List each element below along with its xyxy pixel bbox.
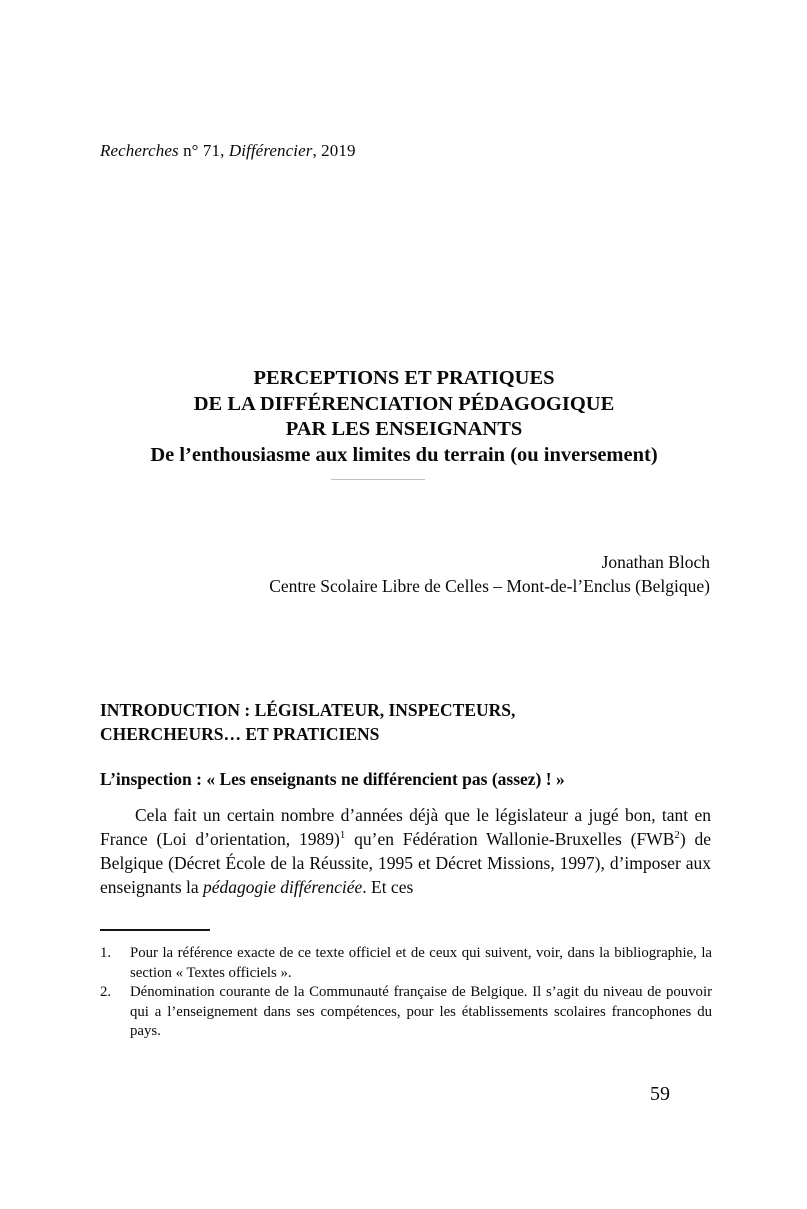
author-affiliation: Centre Scolaire Libre de Celles – Mont-de-l’Enclus (Belgique) <box>269 575 710 596</box>
footnote-reference-2: 2 <box>674 829 680 842</box>
title-subtitle: De l’enthousiasme aux limites du terrain (ou inversement) <box>150 443 658 466</box>
scan-artifact-line <box>331 479 425 480</box>
footnote-separator-rule <box>100 929 210 931</box>
paragraph-text: Cela fait un certain nombre d’années déjà que le législateur a jugé bon, tant en France (Loi d’orientation, 1989) <box>100 805 711 849</box>
footnote-item <box>100 983 712 1042</box>
footnotes-list <box>100 944 712 1042</box>
author-name: Jonathan Bloch <box>601 552 710 572</box>
footnote-number: 1. <box>100 945 112 961</box>
paragraph-text: . Et ces <box>362 877 414 897</box>
article-title-block <box>98 366 710 468</box>
journal-issue: n° 71, <box>178 141 229 160</box>
footnote-item <box>100 944 712 983</box>
section-heading-line-2: CHERCHEURS… ET PRATICIENS <box>100 724 380 744</box>
title-line-1: PERCEPTIONS ET PRATIQUES <box>253 367 555 389</box>
footnote-text: Dénomination courante de la Communauté française de Belgique. Il s’agit du niveau de pouvoir qui a l’enseignement dans ses compétences, pour les établissements scolaires francophones du pays. <box>130 984 712 1039</box>
section-heading <box>100 698 712 746</box>
section-heading-line-1: INTRODUCTION : LÉGISLATEUR, INSPECTEURS, <box>100 700 516 720</box>
author-block <box>100 551 710 598</box>
footnote-text: Pour la référence exacte de ce texte officiel et de ceux qui suivent, voir, dans la bibliographie, la section « Textes officiels ». <box>130 945 712 981</box>
footnote-number: 2. <box>100 984 112 1000</box>
title-line-2: DE LA DIFFÉRENCIATION PÉDAGOGIQUE <box>193 392 615 415</box>
journal-header <box>100 141 710 161</box>
footnote-reference-1: 1 <box>339 829 346 842</box>
journal-year: , 2019 <box>312 141 356 160</box>
subsection-heading: L’inspection : « Les enseignants ne différencient pas (assez) ! » <box>100 769 565 789</box>
paragraph-text: ) de Belgique (Décret École de la Réussite, 1995 et Décret Missions, 1997), d’imposer aux enseignants la <box>100 829 711 897</box>
title-line-3: PAR LES ENSEIGNANTS <box>285 418 523 440</box>
emphasized-term: pédagogie différenciée <box>203 877 363 897</box>
paragraph-text: qu’en Fédération Wallonie-Bruxelles (FWB <box>345 829 675 849</box>
journal-theme: Différencier <box>228 141 313 160</box>
journal-title: Recherches <box>100 141 179 160</box>
body-paragraph <box>100 803 711 899</box>
page-number: 59 <box>650 1083 670 1105</box>
